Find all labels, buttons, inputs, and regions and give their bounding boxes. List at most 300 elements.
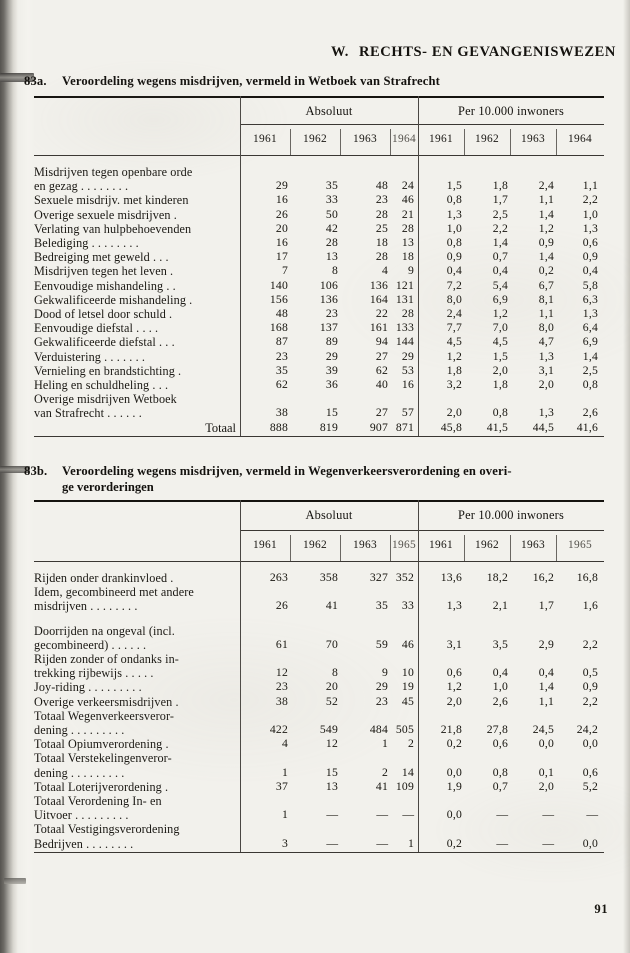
column-divider-83b-4 (510, 535, 511, 561)
cell-per10000-83b-8-0: 0,0 (446, 765, 462, 779)
row-label-83b-4: Joy-riding . . . . . . . . . (34, 680, 142, 695)
cell-absolute-83b-0-3: 352 (395, 571, 414, 584)
column-divider-83a-1 (340, 129, 341, 155)
column-divider-83a-0 (290, 129, 291, 155)
row-label-83b-7: Totaal Opiumverordening . (34, 737, 169, 752)
cell-per10000-83a-5-0: 0,9 (446, 250, 462, 264)
cell-per10000-83a-10-3: 6,4 (582, 321, 598, 335)
table-title-83a (24, 74, 440, 89)
group-header-rule-83b (240, 530, 604, 531)
cell-per10000-83a-12-2: 1,3 (538, 349, 554, 363)
cell-per10000-83b-1-1: 2,1 (492, 599, 508, 613)
cell-per10000-83a-4-1: 1,4 (492, 236, 508, 249)
cell-per10000-83a-16-2: 44,5 (532, 420, 554, 434)
cell-absolute-83a-7-3: 121 (395, 278, 414, 292)
cell-per10000-83a-9-2: 1,1 (538, 307, 554, 320)
cell-absolute-83a-14-3: 16 (401, 378, 414, 391)
cell-per10000-83a-3-1: 2,2 (492, 221, 508, 235)
cell-absolute-83b-8-0: 1 (281, 765, 288, 779)
cell-per10000-83a-0-0: 1,5 (446, 179, 462, 193)
cell-absolute-83a-9-0: 48 (275, 307, 288, 320)
cell-per10000-83b-11-2: — (542, 836, 554, 850)
cell-per10000-83a-10-1: 7,0 (492, 321, 508, 335)
cell-per10000-83a-2-3: 1,0 (582, 207, 598, 221)
cell-absolute-83a-2-0: 26 (275, 207, 288, 221)
column-divider-83a-5 (556, 129, 557, 155)
cell-absolute-83a-6-1: 8 (331, 264, 338, 278)
label-column-divider-83b (240, 500, 241, 852)
cell-per10000-83a-12-1: 1,5 (492, 349, 508, 363)
cell-per10000-83b-8-1: 0,8 (492, 765, 508, 779)
cell-absolute-83a-4-3: 13 (401, 236, 414, 249)
cell-absolute-83a-5-0: 17 (275, 250, 288, 264)
cell-absolute-83b-0-1: 358 (319, 571, 338, 584)
cell-per10000-83b-4-2: 1,4 (538, 680, 554, 694)
cell-per10000-83b-1-2: 1,7 (538, 599, 554, 613)
cell-per10000-83a-15-2: 1,3 (538, 406, 554, 420)
cell-absolute-83a-0-1: 35 (325, 179, 338, 193)
group-header-per10000-83b: Per 10.000 inwoners (457, 508, 564, 522)
cell-absolute-83b-11-2: — (376, 836, 388, 850)
table-title-text-83a: Veroordeling wegens misdrijven, vermeld in Wetboek van Strafrecht (62, 74, 440, 88)
row-label-83b-6: dening . . . . . . . . . (34, 723, 125, 737)
cell-absolute-83a-11-1: 89 (325, 335, 338, 349)
cell-absolute-83b-8-2: 2 (381, 765, 388, 779)
cell-per10000-83b-1-3: 1,6 (582, 599, 598, 613)
row-label-83b-8: Totaal Verstekelingenveror- (34, 751, 172, 766)
year-header-83b-1: 1962 (303, 539, 327, 551)
cell-absolute-83a-12-0: 23 (275, 349, 288, 363)
row-label-83b-11: Bedrijven . . . . . . . . (34, 836, 134, 851)
row-label-83a-15: van Strafrecht . . . . . . (34, 406, 142, 421)
column-divider-83b-0 (290, 535, 291, 561)
cell-per10000-83a-2-2: 1,4 (538, 207, 554, 221)
cell-per10000-83a-14-2: 2,0 (538, 378, 554, 391)
cell-per10000-83b-9-1: 0,7 (492, 779, 508, 793)
cell-absolute-83b-5-2: 23 (375, 694, 388, 708)
cell-absolute-83b-9-1: 13 (325, 779, 338, 793)
cell-absolute-83b-6-0: 422 (269, 723, 288, 736)
cell-per10000-83a-4-3: 0,6 (582, 236, 598, 249)
cell-absolute-83b-7-0: 4 (281, 737, 288, 751)
cell-per10000-83a-11-3: 6,9 (582, 335, 598, 349)
row-label-83a-13: Vernieling en brandstichting . (34, 363, 182, 378)
cell-per10000-83a-6-1: 0,4 (492, 264, 508, 278)
cell-absolute-83b-7-1: 12 (325, 737, 338, 751)
cell-absolute-83a-13-2: 62 (375, 363, 388, 377)
cell-per10000-83a-7-1: 5,4 (492, 278, 508, 292)
year-header-83a-0: 1961 (253, 133, 277, 145)
cell-per10000-83b-3-3: 0,5 (582, 666, 598, 680)
cell-per10000-83a-7-0: 7,2 (446, 278, 462, 292)
cell-per10000-83a-0-2: 2,4 (538, 179, 554, 193)
cell-per10000-83b-6-2: 24,5 (532, 723, 554, 736)
cell-per10000-83b-2-1: 3,5 (492, 637, 508, 651)
cell-absolute-83b-2-1: 70 (325, 637, 338, 651)
cell-per10000-83a-8-2: 8,1 (538, 292, 554, 306)
column-divider-83a-2 (390, 129, 391, 155)
cell-absolute-83b-11-3: 1 (407, 836, 414, 850)
cell-absolute-83a-16-1: 819 (319, 420, 338, 434)
cell-absolute-83a-2-3: 21 (401, 207, 414, 221)
row-label-83b-8: dening . . . . . . . . . (34, 765, 125, 780)
cell-per10000-83a-13-1: 2,0 (492, 363, 508, 377)
year-header-83b-5: 1962 (475, 539, 499, 551)
cell-per10000-83a-11-0: 4,5 (446, 335, 462, 349)
cell-absolute-83a-5-2: 28 (375, 250, 388, 264)
cell-per10000-83a-2-0: 1,3 (446, 207, 462, 221)
table-bottom-rule-83a (34, 436, 604, 437)
row-label-83b-3: Rijden zonder of ondanks in- (34, 652, 179, 666)
cell-per10000-83b-5-3: 2,2 (582, 694, 598, 708)
cell-absolute-83b-1-1: 41 (325, 599, 338, 613)
cell-absolute-83b-8-3: 14 (401, 765, 414, 779)
row-label-83a-5: Bedreiging met geweld . . . (34, 250, 169, 265)
column-divider-83a-3 (464, 129, 465, 155)
cell-per10000-83a-14-3: 0,8 (582, 378, 598, 391)
cell-per10000-83b-8-2: 0,1 (538, 765, 554, 779)
row-label-83b-2: gecombineerd) . . . . . . (34, 637, 147, 652)
cell-absolute-83b-10-0: 1 (281, 808, 288, 822)
cell-absolute-83b-3-1: 8 (331, 666, 338, 680)
cell-absolute-83a-14-0: 62 (275, 378, 288, 391)
cell-per10000-83a-4-2: 0,9 (538, 236, 554, 249)
cell-per10000-83a-9-3: 1,3 (582, 307, 598, 320)
cell-absolute-83a-0-3: 24 (401, 179, 414, 193)
cell-per10000-83a-3-2: 1,2 (538, 221, 554, 235)
group-header-absoluut-83a: Absoluut (305, 104, 353, 118)
cell-per10000-83a-16-1: 41,5 (486, 420, 508, 434)
cell-absolute-83b-6-3: 505 (395, 723, 414, 736)
row-label-83b-1: Idem, gecombineerd met andere (34, 585, 194, 600)
cell-absolute-83a-4-1: 28 (325, 236, 338, 249)
cell-per10000-83b-4-0: 1,2 (446, 680, 462, 694)
cell-absolute-83a-8-2: 164 (369, 292, 388, 306)
cell-per10000-83a-13-2: 3,1 (538, 363, 554, 377)
group-divider-83a (418, 96, 419, 436)
year-header-83b-2: 1963 (353, 539, 377, 551)
cell-absolute-83a-1-3: 46 (401, 193, 414, 207)
row-label-83b-2: Doorrijden na ongeval (incl. (34, 623, 175, 638)
cell-per10000-83a-9-0: 2,4 (446, 307, 462, 320)
cell-absolute-83a-13-3: 53 (401, 363, 414, 377)
cell-per10000-83b-3-1: 0,4 (492, 666, 508, 680)
cell-absolute-83b-1-0: 26 (275, 599, 288, 613)
year-header-83a-1: 1962 (303, 133, 327, 145)
cell-absolute-83a-0-0: 29 (275, 179, 288, 193)
cell-per10000-83a-2-1: 2,5 (492, 207, 508, 221)
row-label-83b-9: Totaal Loterijverordening . (34, 779, 169, 794)
cell-absolute-83a-14-2: 40 (375, 378, 388, 391)
cell-absolute-83b-0-0: 263 (269, 571, 288, 584)
row-label-83a-14: Heling en schuldheling . . . (34, 378, 169, 392)
cell-per10000-83a-8-0: 8,0 (446, 292, 462, 306)
cell-absolute-83a-4-2: 18 (375, 236, 388, 249)
cell-per10000-83b-3-0: 0,6 (446, 666, 462, 680)
cell-per10000-83b-7-1: 0,6 (492, 737, 508, 751)
cell-per10000-83b-0-3: 16,8 (576, 571, 598, 584)
cell-absolute-83a-16-0: 888 (269, 420, 288, 434)
cell-per10000-83a-13-0: 1,8 (446, 363, 462, 377)
cell-per10000-83a-11-1: 4,5 (492, 335, 508, 349)
table-bottom-rule-83b (34, 852, 604, 853)
cell-per10000-83b-11-0: 0,2 (446, 836, 462, 850)
cell-per10000-83b-10-2: — (542, 808, 554, 822)
row-label-83a-11: Gekwalificeerde diefstal . . . (34, 335, 175, 350)
year-header-83a-2: 1963 (353, 133, 377, 145)
row-label-83b-11: Totaal Vestigingsverordening (34, 822, 180, 837)
cell-per10000-83b-6-3: 24,2 (576, 723, 598, 736)
cell-absolute-83b-0-2: 327 (369, 571, 388, 584)
cell-absolute-83a-15-2: 27 (375, 406, 388, 420)
cell-absolute-83a-1-1: 33 (325, 193, 338, 207)
row-label-83a-2: Overige sexuele misdrijven . (34, 207, 177, 222)
cell-absolute-83b-3-2: 9 (381, 666, 388, 680)
cell-per10000-83b-0-1: 18,2 (486, 571, 508, 584)
cell-absolute-83b-11-0: 3 (281, 836, 288, 850)
row-label-83a-10: Eenvoudige diefstal . . . . (34, 321, 159, 336)
cell-absolute-83a-5-3: 18 (401, 250, 414, 264)
cell-absolute-83a-1-2: 23 (375, 193, 388, 207)
cell-per10000-83b-11-3: 0,0 (582, 836, 598, 850)
cell-per10000-83a-9-1: 1,2 (492, 307, 508, 320)
cell-per10000-83b-7-0: 0,2 (446, 737, 462, 751)
cell-per10000-83a-14-0: 3,2 (446, 378, 462, 391)
group-divider-83b (418, 500, 419, 852)
cell-per10000-83a-6-3: 0,4 (582, 264, 598, 278)
row-label-83a-12: Verduistering . . . . . . . (34, 349, 146, 364)
row-label-83a-8: Gekwalificeerde mishandeling . (34, 292, 193, 307)
cell-absolute-83a-6-3: 9 (407, 264, 414, 278)
cell-absolute-83b-6-2: 484 (369, 723, 388, 736)
cell-per10000-83a-4-0: 0,8 (446, 236, 462, 249)
cell-absolute-83a-8-3: 131 (395, 292, 414, 306)
cell-per10000-83b-9-2: 2,0 (538, 779, 554, 793)
section-header-title: RECHTS- EN GEVANGENISWEZEN (358, 44, 616, 60)
cell-per10000-83a-1-3: 2,2 (582, 193, 598, 207)
cell-absolute-83a-5-1: 13 (325, 250, 338, 264)
cell-absolute-83a-2-2: 28 (375, 207, 388, 221)
cell-absolute-83b-7-3: 2 (407, 737, 414, 751)
row-label-83b-6: Totaal Wegenverkeersveror- (34, 708, 175, 723)
section-header (331, 44, 616, 61)
year-header-83a-3: 1964 (392, 133, 416, 145)
cell-absolute-83a-12-3: 29 (401, 349, 414, 363)
cell-per10000-83a-1-2: 1,1 (538, 193, 554, 207)
cell-per10000-83a-16-0: 45,8 (440, 420, 462, 434)
page-number: 91 (594, 902, 608, 916)
cell-absolute-83a-8-0: 156 (269, 292, 288, 306)
cell-per10000-83b-6-0: 21,8 (440, 723, 462, 736)
cell-absolute-83b-2-3: 46 (401, 637, 414, 651)
cell-absolute-83a-3-0: 20 (275, 221, 288, 235)
cell-absolute-83b-10-3: — (402, 808, 414, 822)
cell-absolute-83a-16-3: 871 (395, 420, 414, 434)
cell-absolute-83a-7-2: 136 (369, 278, 388, 292)
cell-per10000-83a-5-3: 0,9 (582, 250, 598, 264)
cell-absolute-83a-8-1: 136 (319, 292, 338, 306)
cell-per10000-83b-4-1: 1,0 (492, 680, 508, 694)
cell-absolute-83b-9-2: 41 (375, 779, 388, 793)
cell-absolute-83b-11-1: — (326, 836, 338, 850)
row-label-83a-6: Misdrijven tegen het leven . (34, 264, 174, 279)
year-header-83b-6: 1963 (521, 539, 545, 551)
cell-absolute-83a-15-0: 38 (275, 406, 288, 420)
cell-per10000-83a-5-2: 1,4 (538, 250, 554, 264)
year-header-rule-83b (34, 561, 604, 562)
label-column-divider-83a (240, 96, 241, 436)
cell-absolute-83a-6-0: 7 (281, 264, 288, 278)
cell-per10000-83a-7-2: 6,7 (538, 278, 554, 292)
cell-per10000-83b-9-0: 1,9 (446, 779, 462, 793)
cell-absolute-83b-10-1: — (326, 808, 338, 822)
year-header-83a-5: 1962 (475, 133, 499, 145)
cell-per10000-83a-6-0: 0,4 (446, 264, 462, 278)
cell-absolute-83a-9-2: 22 (375, 307, 388, 320)
cell-absolute-83a-1-0: 16 (275, 193, 288, 207)
cell-absolute-83a-0-2: 48 (375, 179, 388, 193)
cell-absolute-83a-14-1: 36 (325, 378, 338, 391)
cell-absolute-83a-7-1: 106 (319, 278, 338, 292)
row-label-83b-5: Overige verkeersmisdrijven . (34, 694, 179, 709)
cell-per10000-83a-12-0: 1,2 (446, 349, 462, 363)
column-divider-83b-1 (340, 535, 341, 561)
cell-per10000-83b-3-2: 0,4 (538, 666, 554, 680)
cell-per10000-83a-5-1: 0,7 (492, 250, 508, 264)
cell-absolute-83b-4-3: 19 (401, 680, 414, 694)
cell-per10000-83a-10-0: 7,7 (446, 321, 462, 335)
row-label-83a-0: Misdrijven tegen openbare orde (34, 165, 193, 179)
cell-per10000-83b-7-3: 0,0 (582, 737, 598, 751)
cell-absolute-83a-2-1: 50 (325, 207, 338, 221)
row-label-83a-7: Eenvoudige mishandeling . . (34, 278, 176, 293)
cell-absolute-83a-3-3: 28 (401, 221, 414, 235)
row-label-83a-3: Verlating van hulpbehoevenden (34, 221, 192, 236)
cell-per10000-83a-15-0: 2,0 (446, 406, 462, 420)
cell-per10000-83a-14-1: 1,8 (492, 378, 508, 391)
column-divider-83b-5 (556, 535, 557, 561)
cell-per10000-83b-10-0: 0,0 (446, 808, 462, 822)
cell-per10000-83a-8-1: 6,9 (492, 292, 508, 306)
cell-absolute-83a-10-1: 137 (319, 321, 338, 335)
row-label-83a-9: Dood of letsel door schuld . (34, 307, 173, 321)
cell-absolute-83a-10-0: 168 (269, 321, 288, 335)
cell-absolute-83a-4-0: 16 (275, 236, 288, 249)
cell-absolute-83b-5-1: 52 (325, 694, 338, 708)
row-label-83b-10: Totaal Verordening In- en (34, 794, 162, 808)
cell-per10000-83a-3-3: 1,3 (582, 221, 598, 235)
cell-absolute-83a-3-2: 25 (375, 221, 388, 235)
cell-per10000-83a-1-1: 1,7 (492, 193, 508, 207)
row-label-83a-0: en gezag . . . . . . . . (34, 179, 129, 194)
row-total-label-83a: Totaal (205, 420, 236, 435)
cell-per10000-83a-1-0: 0,8 (446, 193, 462, 207)
cell-per10000-83a-3-0: 1,0 (446, 221, 462, 235)
cell-per10000-83b-4-3: 0,9 (582, 680, 598, 694)
column-divider-83b-3 (464, 535, 465, 561)
cell-absolute-83a-3-1: 42 (325, 221, 338, 235)
cell-absolute-83b-5-3: 45 (401, 694, 414, 708)
cell-absolute-83a-15-1: 15 (325, 406, 338, 420)
cell-per10000-83b-2-2: 2,9 (538, 637, 554, 651)
cell-per10000-83a-6-2: 0,2 (538, 264, 554, 278)
cell-per10000-83b-2-0: 3,1 (446, 637, 462, 651)
cell-per10000-83b-5-1: 2,6 (492, 694, 508, 708)
group-header-per10000-83a: Per 10.000 inwoners (457, 104, 564, 118)
year-header-83b-7: 1965 (568, 539, 592, 551)
cell-per10000-83b-8-3: 0,6 (582, 765, 598, 779)
cell-per10000-83a-10-2: 8,0 (538, 321, 554, 335)
cell-absolute-83b-9-0: 37 (275, 779, 288, 793)
cell-per10000-83b-0-0: 13,6 (440, 571, 462, 584)
cell-absolute-83b-7-2: 1 (381, 737, 388, 751)
cell-per10000-83b-1-0: 1,3 (446, 599, 462, 613)
cell-absolute-83a-6-2: 4 (381, 264, 388, 278)
cell-absolute-83b-2-2: 59 (375, 637, 388, 651)
cell-absolute-83a-10-2: 161 (369, 321, 388, 335)
cell-absolute-83a-9-1: 23 (325, 307, 338, 320)
column-divider-83a-4 (510, 129, 511, 155)
year-header-83a-7: 1964 (568, 133, 592, 145)
cell-absolute-83b-4-1: 20 (325, 680, 338, 694)
cell-per10000-83a-16-3: 41,6 (576, 420, 598, 434)
table-title-line2-83b: ge verorderingen (62, 480, 154, 494)
table-title-text-83b: Veroordeling wegens misdrijven, vermeld in Wegenverkeersverordening en overi- (62, 464, 512, 478)
cell-per10000-83b-5-0: 2,0 (446, 694, 462, 708)
table-top-rule-83b (34, 500, 604, 502)
cell-absolute-83b-5-0: 38 (275, 694, 288, 708)
cell-absolute-83a-11-3: 144 (395, 335, 414, 349)
group-header-absoluut-83b: Absoluut (305, 508, 353, 522)
cell-absolute-83a-13-1: 39 (325, 363, 338, 377)
cell-per10000-83b-2-3: 2,2 (582, 637, 598, 651)
cell-absolute-83b-4-0: 23 (275, 680, 288, 694)
cell-absolute-83b-9-3: 109 (395, 779, 414, 793)
cell-absolute-83b-3-3: 10 (401, 666, 414, 680)
year-header-83b-0: 1961 (253, 539, 277, 551)
year-header-83b-3: 1965 (392, 539, 416, 551)
cell-per10000-83a-7-3: 5,8 (582, 278, 598, 292)
cell-absolute-83b-2-0: 61 (275, 637, 288, 651)
cell-absolute-83b-1-2: 35 (375, 599, 388, 613)
year-header-rule-83a (34, 155, 604, 156)
cell-absolute-83b-8-1: 15 (325, 765, 338, 779)
cell-absolute-83a-11-2: 94 (375, 335, 388, 349)
cell-absolute-83b-6-1: 549 (319, 723, 338, 736)
cell-per10000-83b-7-2: 0,0 (538, 737, 554, 751)
group-header-rule-83a (240, 124, 604, 125)
cell-absolute-83b-1-3: 33 (401, 599, 414, 613)
table-number-83a: 83a. (24, 74, 47, 88)
cell-per10000-83a-12-3: 1,4 (582, 349, 598, 363)
row-label-83b-0: Rijden onder drankinvloed . (34, 571, 174, 585)
row-label-83b-1: misdrijven . . . . . . . . (34, 599, 138, 614)
cell-absolute-83b-10-2: — (376, 808, 388, 822)
cell-per10000-83a-0-3: 1,1 (582, 179, 598, 193)
cell-absolute-83b-4-2: 29 (375, 680, 388, 694)
cell-per10000-83b-0-2: 16,2 (532, 571, 554, 584)
cell-per10000-83b-5-2: 1,1 (538, 694, 554, 708)
cell-per10000-83b-9-3: 5,2 (582, 779, 598, 793)
cell-per10000-83a-13-3: 2,5 (582, 363, 598, 377)
cell-per10000-83a-0-1: 1,8 (492, 179, 508, 193)
cell-absolute-83a-10-3: 133 (395, 321, 414, 335)
section-header-prefix: W. (330, 44, 349, 60)
cell-absolute-83b-3-0: 12 (275, 666, 288, 680)
row-label-83b-10: Uitvoer . . . . . . . . . (34, 808, 129, 823)
cell-absolute-83a-12-2: 27 (375, 349, 388, 363)
cell-absolute-83a-12-1: 29 (325, 349, 338, 363)
